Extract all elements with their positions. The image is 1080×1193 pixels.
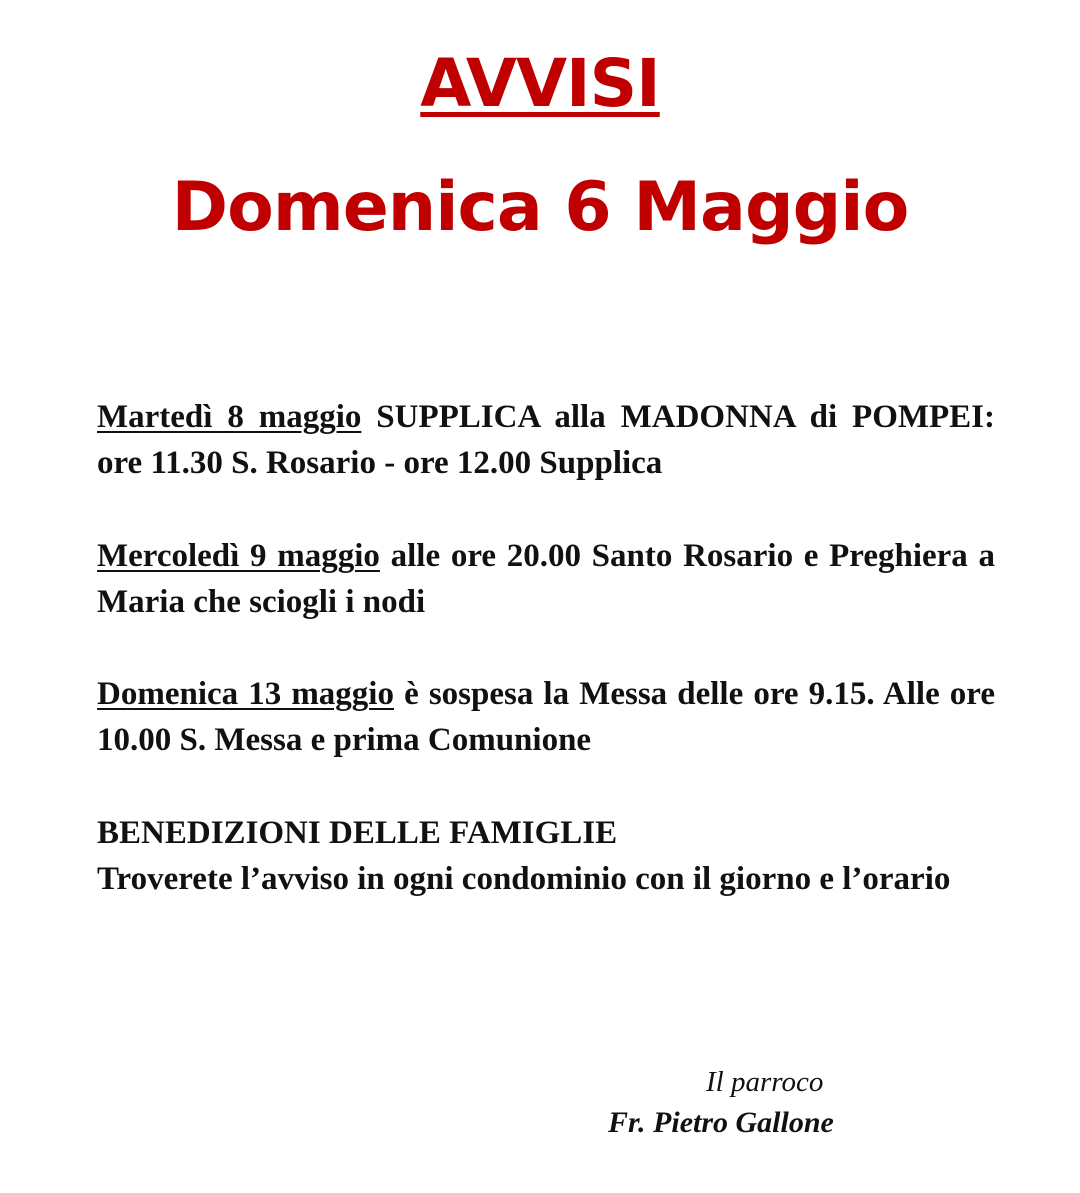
blessings-text: Troverete l’avviso in ogni condominio con il giorno e l’orario <box>97 861 951 897</box>
notice-item <box>97 394 995 486</box>
page-title <box>0 42 1080 126</box>
signature-name: Fr. Pietro Gallone <box>608 1106 834 1139</box>
notice-text: alle ore 20.00 Santo Rosario e Preghiera a Maria che sciogli i nodi <box>97 538 996 620</box>
notice-text: è sospesa la Messa delle ore 9.15. Alle ore 10.00 S. Messa e prima Comunione <box>97 676 996 758</box>
blessings-heading: BENEDIZIONI DELLE FAMIGLIE <box>97 815 618 851</box>
notice-date: Mercoledì 9 maggio <box>97 538 380 574</box>
blessings-notice <box>97 810 995 902</box>
notice-item <box>97 671 995 763</box>
notice-item <box>97 533 995 625</box>
page-subtitle-date: Domenica 6 Maggio <box>171 168 909 247</box>
notice-text: SUPPLICA alla MADONNA di POMPEI: ore 11.30 S. Rosario - ore 12.00 Supplica <box>97 399 996 481</box>
notice-date: Domenica 13 maggio <box>97 676 394 712</box>
notice-date: Martedì 8 maggio <box>97 399 362 435</box>
signature-role: Il parroco <box>706 1066 824 1098</box>
page-title-text: AVVISI <box>420 45 660 122</box>
